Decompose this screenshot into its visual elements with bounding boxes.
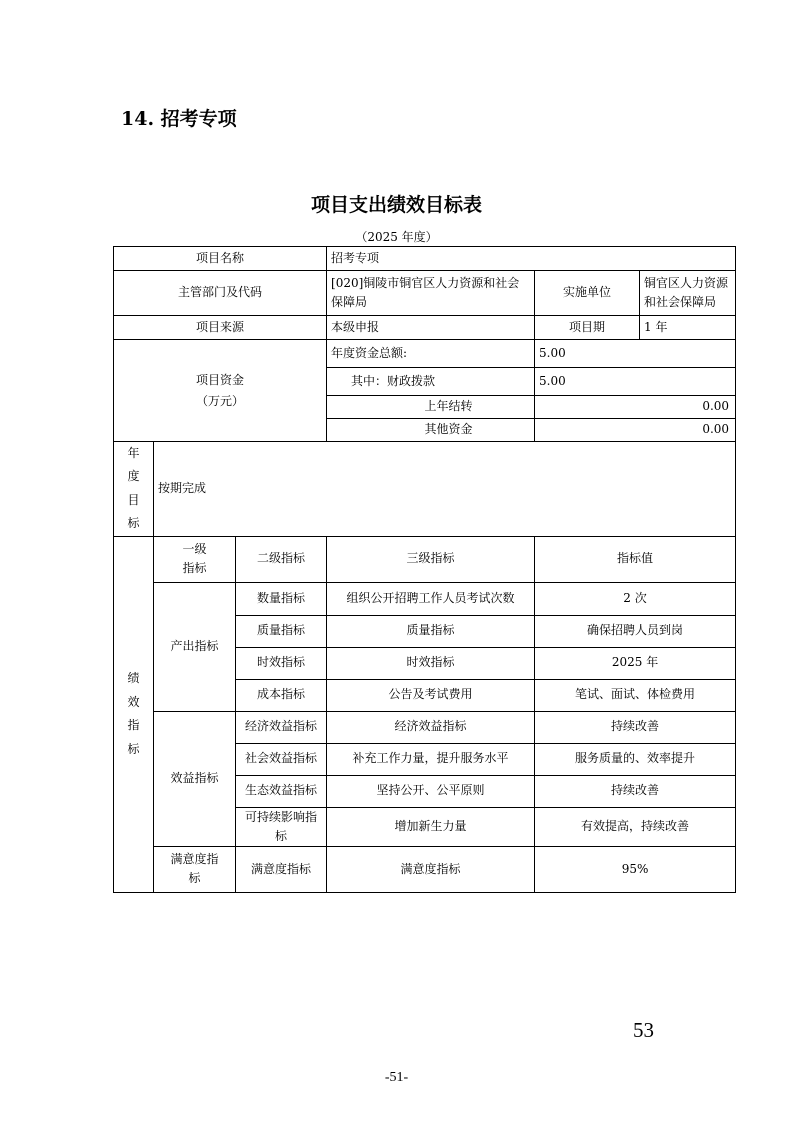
output-val: 确保招聘人员到岗 xyxy=(535,615,736,647)
row-funds-total xyxy=(114,340,736,368)
benefit-l2: 经济效益指标 xyxy=(236,711,327,743)
output-l2: 质量指标 xyxy=(236,615,327,647)
impl-value: 铜官区人力资源和社会保障局 xyxy=(640,271,736,316)
satisfaction-l2: 满意度指标 xyxy=(236,846,327,892)
benefit-val: 有效提高，持续改善 xyxy=(535,807,736,846)
source-label: 项目来源 xyxy=(114,316,327,340)
dept-label: 主管部门及代码 xyxy=(114,271,327,316)
output-val: 2 次 xyxy=(535,582,736,615)
row-project-name xyxy=(114,247,736,271)
benefit-l2: 可持续影响指标 xyxy=(236,807,327,846)
funds-fiscal-label: 其中：财政拨款 xyxy=(327,368,535,396)
source-value: 本级申报 xyxy=(327,316,535,340)
impl-label: 实施单位 xyxy=(535,271,640,316)
header-level3: 三级指标 xyxy=(327,536,535,582)
row-annual-goal xyxy=(114,442,736,537)
period-value: 1 年 xyxy=(640,316,736,340)
benefit-l2: 社会效益指标 xyxy=(236,743,327,775)
funds-other-value: 0.00 xyxy=(535,419,736,442)
output-l3: 组织公开招聘工作人员考试次数 xyxy=(327,582,535,615)
funds-label xyxy=(114,340,327,442)
funds-total-value: 5.00 xyxy=(535,340,736,368)
output-l3: 质量指标 xyxy=(327,615,535,647)
page-number: 53 xyxy=(633,1018,654,1042)
annual-goal-label-text: 年度目标 xyxy=(127,446,140,531)
output-l2: 成本指标 xyxy=(236,679,327,711)
footer-page-number: -51- xyxy=(384,1070,409,1085)
row-performance-header xyxy=(114,536,736,582)
benefit-l3: 增加新生力量 xyxy=(327,807,535,846)
period-label: 项目期 xyxy=(535,316,640,340)
project-name-label: 项目名称 xyxy=(114,247,327,271)
benefit-val: 持续改善 xyxy=(535,775,736,807)
funds-total-label: 年度资金总额: xyxy=(327,340,439,368)
row-department xyxy=(114,271,736,316)
header-level1: 一级指标 xyxy=(154,536,236,582)
output-l3: 公告及考试费用 xyxy=(327,679,535,711)
benefit-l3: 坚持公开、公平原则 xyxy=(327,775,535,807)
output-val: 2025 年 xyxy=(535,647,736,679)
benefit-l3: 补充工作力量，提升服务水平 xyxy=(327,743,535,775)
table-row xyxy=(114,711,736,743)
output-label: 产出指标 xyxy=(154,582,236,711)
funds-carry-label: 上年结转 xyxy=(327,396,535,419)
satisfaction-val: 95% xyxy=(535,846,736,892)
output-l3: 时效指标 xyxy=(327,647,535,679)
table-row xyxy=(114,846,736,892)
benefit-val: 服务质量的、效率提升 xyxy=(535,743,736,775)
dept-value: [020]铜陵市铜官区人力资源和社会保障局 xyxy=(327,271,535,316)
output-val: 笔试、面试、体检费用 xyxy=(535,679,736,711)
satisfaction-l3: 满意度指标 xyxy=(327,846,535,892)
funds-carry-value: 0.00 xyxy=(535,396,736,419)
benefit-val: 持续改善 xyxy=(535,711,736,743)
performance-label xyxy=(114,536,154,892)
header-value: 指标值 xyxy=(535,536,736,582)
project-name-value: 招考专项 xyxy=(327,247,736,271)
section-title: 14. 招考专项 xyxy=(121,108,237,130)
header-level2: 二级指标 xyxy=(236,536,327,582)
benefit-label: 效益指标 xyxy=(154,711,236,846)
performance-label-text: 绩效指标 xyxy=(127,671,140,756)
output-l2: 时效指标 xyxy=(236,647,327,679)
annual-goal-label xyxy=(114,442,154,537)
benefit-l3: 经济效益指标 xyxy=(327,711,535,743)
satisfaction-label: 满意度指标 xyxy=(154,846,236,892)
annual-goal-value: 按期完成 xyxy=(154,442,736,537)
table-title: 项目支出绩效目标表 xyxy=(310,194,482,216)
output-l2: 数量指标 xyxy=(236,582,327,615)
table-row xyxy=(114,582,736,615)
funds-other-label: 其他资金 xyxy=(327,419,535,442)
row-source xyxy=(114,316,736,340)
table-year: （2025 年度） xyxy=(355,230,438,244)
funds-fiscal-value: 5.00 xyxy=(535,368,736,396)
performance-target-table xyxy=(113,246,736,893)
benefit-l2: 生态效益指标 xyxy=(236,775,327,807)
funds-label-text: 项目资金（万元） xyxy=(195,373,244,408)
